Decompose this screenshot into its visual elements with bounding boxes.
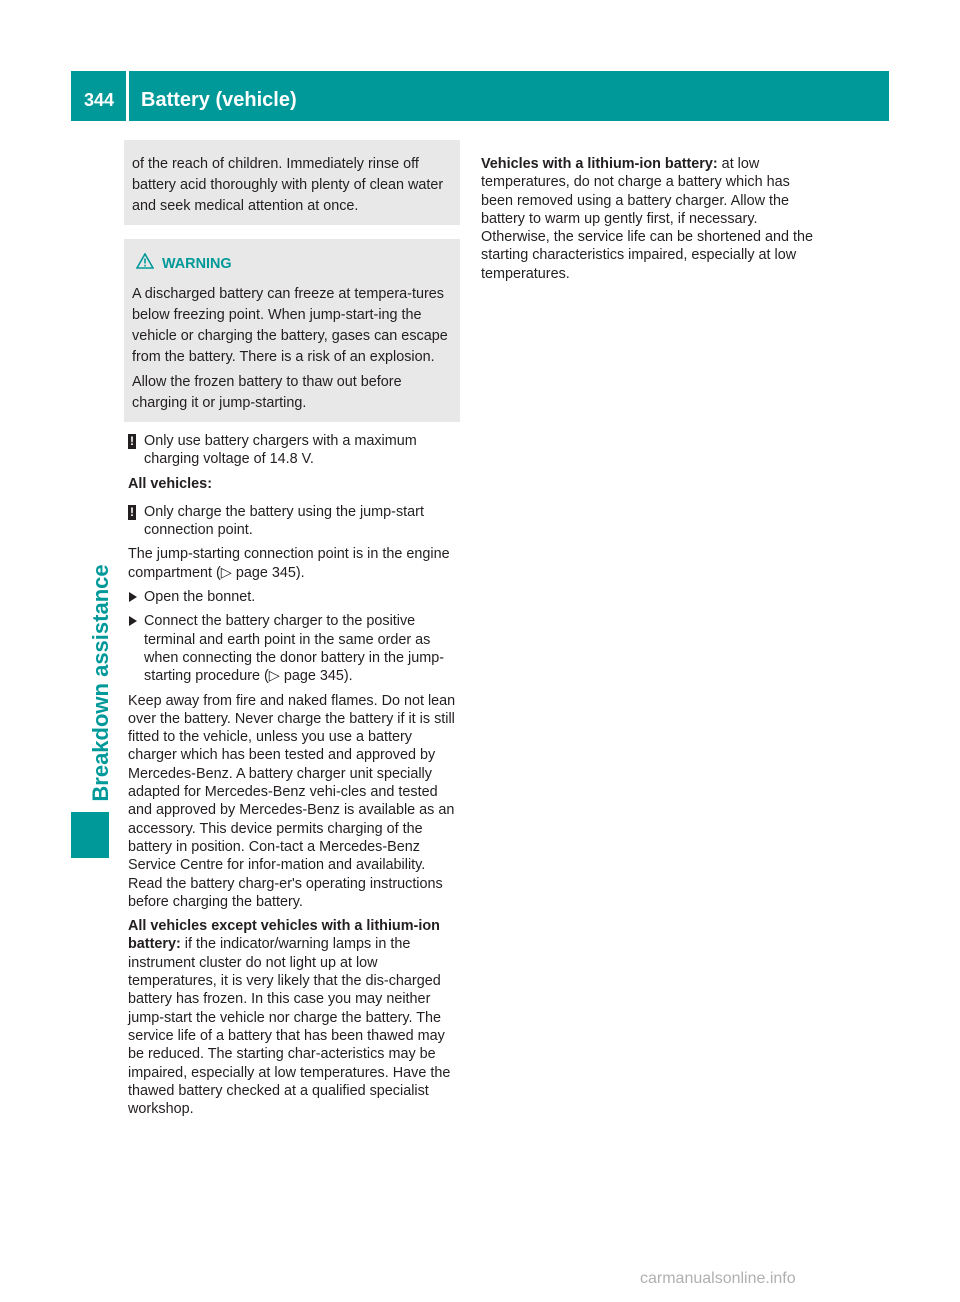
note-charger-voltage bbox=[128, 432, 460, 469]
step-text: Connect the battery charger to the positive terminal and earth point in the same order as when connecting the donor battery in the jump-starting procedure (▷ page 345). bbox=[144, 613, 444, 685]
warning-paragraph-1: A discharged battery can freeze at tempera-tures below freezing point. When jump-start-ing the vehicle or charging the battery, gases can escape from the battery. There is a risk of an explosion. bbox=[132, 286, 448, 365]
side-tab-marker bbox=[71, 812, 109, 858]
frozen-battery-paragraph bbox=[128, 917, 460, 1118]
warning-title: WARNING bbox=[162, 256, 232, 272]
step-connect-charger bbox=[128, 612, 460, 685]
warning-heading bbox=[132, 253, 452, 276]
frozen-battery-text: if the indicator/warning lamps in the instrument cluster do not light up at low temperatures, it is very likely that the dis-charged battery has frozen. In this case you may neither jump-start the vehicle nor charge the battery. The service life of a battery that has been thawed may be reduced. The starting char-acteristics may be impaired, especially at low temperatures. Have the thawed battery checked at a qualified specialist workshop. bbox=[128, 936, 451, 1118]
connection-point-paragraph: The jump-starting connection point is in the engine compartment (▷ page 345). bbox=[128, 546, 450, 581]
watermark: carmanualsonline.info bbox=[640, 1270, 796, 1287]
side-tab bbox=[86, 558, 116, 808]
arrow-right-icon bbox=[129, 616, 137, 626]
intro-text: of the reach of children. Immediately rinse off battery acid thoroughly with plenty of clean water and seek medical attention at once. bbox=[132, 156, 444, 214]
warning-paragraph-2: Allow the frozen battery to thaw out before charging it or jump-starting. bbox=[132, 374, 402, 411]
left-column bbox=[128, 140, 460, 1124]
step-open-bonnet bbox=[128, 588, 460, 606]
warning-box bbox=[124, 239, 460, 422]
side-tab-label: Breakdown assistance bbox=[88, 564, 113, 802]
frozen-battery-lead: All vehicles except vehicles with a lithium-ion battery: bbox=[128, 918, 440, 953]
page-title: Battery (vehicle) bbox=[141, 89, 297, 111]
arrow-right-icon bbox=[129, 592, 137, 602]
lithium-ion-text: at low temperatures, do not charge a battery which has been removed using a battery charger. Allow the battery to warm up gently first, if necessary. Otherwise, the service life can be shortened and the starting characteristics impaired, especially at low temperatures. bbox=[481, 156, 813, 282]
note-jump-start-point bbox=[128, 503, 460, 540]
page-number: 344 bbox=[84, 90, 115, 110]
note-text: Only use battery chargers with a maximum charging voltage of 14.8 V. bbox=[144, 433, 417, 468]
warning-triangle-icon bbox=[136, 253, 156, 276]
lithium-ion-lead: Vehicles with a lithium-ion battery: bbox=[481, 156, 718, 172]
note-text: Only charge the battery using the jump-start connection point. bbox=[144, 503, 424, 539]
exclamation-icon: ! bbox=[130, 504, 134, 519]
right-column bbox=[481, 155, 815, 289]
intro-box bbox=[124, 140, 460, 225]
exclamation-icon: ! bbox=[130, 434, 134, 448]
all-vehicles-heading: All vehicles: bbox=[128, 475, 212, 492]
safety-paragraph: Keep away from fire and naked flames. Do not lean over the battery. Never charge the battery if it is still fitted to the vehicle, unless you use a battery charger which has been tested and approved by Mercedes-Benz. A battery charger unit specially adapted for Mercedes-Benz vehi-cles and tested and approved by Mercedes-Benz is available as an accessory. This device permits charging of the battery in position. Con-tact a Mercedes-Benz Service Centre for infor-mation and availability. Read the battery charg-er's operating instructions before charging the battery. bbox=[128, 692, 456, 910]
step-text: Open the bonnet. bbox=[144, 589, 256, 606]
lithium-ion-paragraph bbox=[481, 155, 815, 283]
header-divider bbox=[126, 71, 129, 121]
